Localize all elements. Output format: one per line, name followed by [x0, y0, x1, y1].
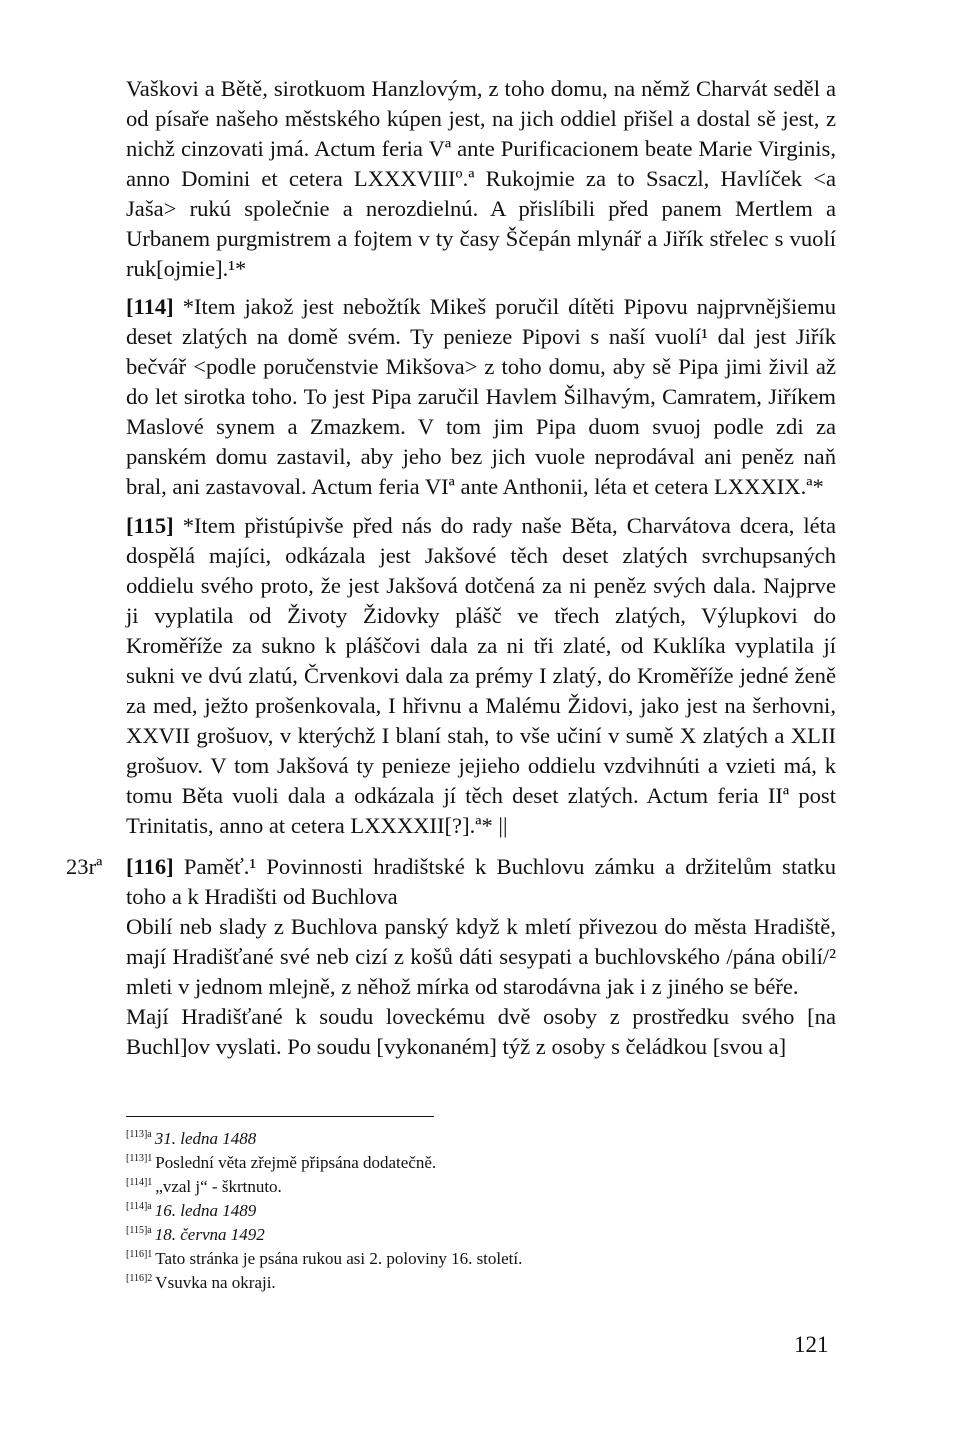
paragraph-text: Vaškovi a Bětě, sirotkuom Hanzlovým, z toho domu, na němž Charvát seděl a od písaře našeho městského kúpen jest, na jich oddiel přišel a dostal sě jest, z nichž cinzovati jmá. Actum feria Vª ante Purificacionem beate Marie Virginis, anno Domini et cetera LXXXVIIIº.ª Rukojmie za to Ssaczl, Havlíček <a Jaša> rukú společnie a nerozdielnú. A přislíbili před panem Mertlem a Urbanem purgmistrem a fojtem v ty časy Ščepán mlynář a Jiřík střelec s vuolí ruk[ojmie].¹*: [126, 76, 836, 281]
footnote-item: [126, 1199, 726, 1223]
footnote-text: 18. června 1492: [154, 1225, 265, 1244]
paragraph-115: [126, 511, 836, 841]
footnote-divider: [126, 1116, 434, 1117]
footnote-ref: [113]a: [126, 1129, 152, 1141]
paragraph-text: *Item přistúpivše před nás do rady naše Běta, Charvátova dcera, léta dospělá majíci, odkázala jest Jakšové těch deset zlatých svrchupsaných oddielu svého proto, že jest Jakšová dotčená za ni peněz svých dala. Najprve ji vyplatila od Životy Židovky plášč ve třech zlatých, Výlupkovi do Kroměříže za sukno k pláščovi dala za ni tři zlaté, od Kuklíka vyplatila jí sukni ve dvú zlatú, Črvenkovi dala za prémy I zlatý, do Kroměříže jedné ženě za med, ježto prošenkovala, I hřivnu a Malému Židovi, jako jest na šerhovni, XXVII grošuov, v kterýchž I blaní stah, to vše učiní v sumě X zlatých a XLII grošuov. V tom Jakšová ty penieze jejieho oddielu vzdvihnúti a vzieti má, k tomu Běta vuoli dala a odkázala jí těch deset zlatých. Actum feria IIª post Trinitatis, anno at cetera LXXXXII[?].ª* ||: [126, 513, 836, 838]
footnote-ref: [115]a: [126, 1225, 152, 1237]
footnote-text: 16. ledna 1489: [154, 1201, 257, 1220]
footnote-text: 31. ledna 1488: [154, 1129, 257, 1148]
paragraph-text: Paměť.¹ Povinnosti hradištské k Buchlovu zámku a držitelům statku toho a k Hradišti od Buchlova Obilí neb slady z Buchlova panský když k mletí přivezou do města Hradiště, mají Hradišťané své neb cizí z košů dáti sesypati a buchlovského /pána obilí/² mleti v jednom mlejně, z něhož mírka od starodávna jak i z jiného se béře. Mají Hradišťané k soudu loveckému dvě osoby z prostředku svého [na Buchl]ov vyslati. Po soudu [vykonaném] týž z osoby s čeládkou [svou a]: [126, 854, 836, 1059]
paragraph-113-continuation: [126, 74, 836, 284]
footnote-ref: [114]1: [126, 1177, 153, 1189]
entry-number: [116]: [126, 854, 174, 879]
paragraph-114: [126, 292, 836, 502]
entry-number: [114]: [126, 294, 174, 319]
paragraph-116: [126, 852, 836, 1062]
page-number: 121: [794, 1332, 829, 1357]
footnote-item: [126, 1127, 726, 1151]
entry-number: [115]: [126, 513, 174, 538]
footnote-item: [126, 1223, 726, 1247]
footnote-text: Tato stránka je psána rukou asi 2. poloviny 16. století.: [155, 1249, 523, 1268]
paragraph-text: *Item jakož jest nebožtík Mikeš poručil dítěti Pipovu najprvnějšiemu deset zlatých na domě svém. Ty penieze Pipovi s naší vuolí¹ dal jest Jiřík bečvář <podle poručenstvie Mikšova> z toho domu, aby sě Pipa jimi živil až do let sirotka toho. To jest Pipa zaručil Havlem Šilhavým, Camratem, Jiříkem Maslové synem a Zmazkem. V tom jim Pipa duom svuoj podle zdi za panském domu zastavil, aby jeho bez jich vuole neprodával ani peněz naň bral, ani zastavoval. Actum feria VIª ante Anthonii, léta et cetera LXXXIX.ª*: [126, 294, 836, 499]
footnote-ref: [116]2: [126, 1273, 153, 1285]
footnote-item: [126, 1271, 726, 1295]
folio-margin-note: 23rª: [66, 854, 103, 879]
footnote-ref: [113]1: [126, 1153, 153, 1165]
footnote-text: „vzal j“ - škrtnuto.: [155, 1177, 282, 1196]
footnote-text: Poslední věta zřejmě připsána dodatečně.: [155, 1153, 437, 1172]
footnotes-list: [126, 1127, 726, 1295]
footnote-item: [126, 1151, 726, 1175]
footnote-text: Vsuvka na okraji.: [155, 1273, 276, 1292]
footnote-item: [126, 1247, 726, 1271]
footnote-item: [126, 1175, 726, 1199]
footnote-ref: [116]1: [126, 1249, 153, 1261]
footnote-ref: [114]a: [126, 1201, 152, 1213]
